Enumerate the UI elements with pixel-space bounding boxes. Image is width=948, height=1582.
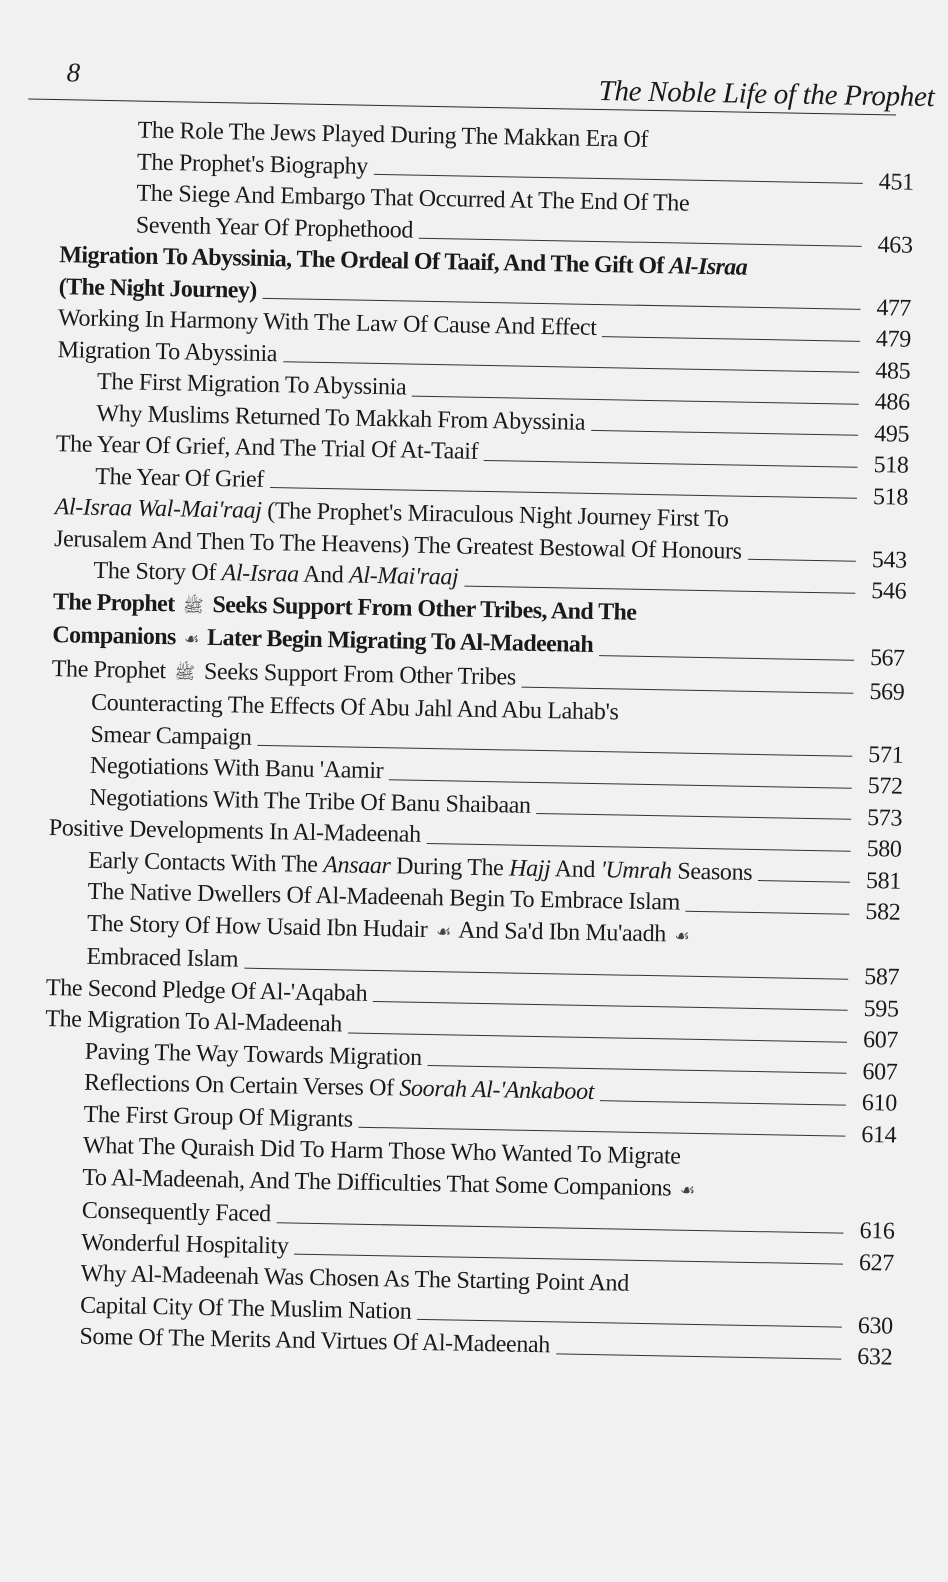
toc-entry-title-line: (The Night Journey): [58, 273, 257, 304]
prophet-honorific-icon: ﷺ: [182, 595, 204, 617]
book-title: The Noble Life of the Prophet: [598, 74, 935, 114]
dot-leader: [758, 880, 850, 883]
dot-leader: [373, 1001, 848, 1011]
dot-leader: [359, 1127, 846, 1137]
italic-term: Hajj: [508, 854, 551, 882]
dot-leader: [747, 559, 855, 562]
toc-entry-title-line: Seventh Year Of Prophethood: [135, 212, 414, 244]
toc-entry-title-line: Positive Developments In Al-Madeenah: [48, 815, 422, 848]
prophet-honorific-icon: ﷺ: [174, 662, 196, 684]
toc-entry-title-line: The Prophet ﷺ Seeks Support From Other Tribes: [51, 655, 517, 691]
toc-entry-title-line: Paving The Way Towards Migration: [84, 1038, 423, 1071]
toc-entry[interactable]: [82, 1131, 914, 1243]
toc-page-number: 581: [865, 867, 902, 895]
toc-entry-title-line: The Native Dwellers Of Al-Madeenah Begin To Embrace Islam: [87, 878, 681, 916]
toc-page-number: 479: [875, 326, 912, 353]
companion-honorific-icon: ☙: [674, 926, 690, 947]
dot-leader: [600, 1100, 846, 1106]
toc-entry-title-line: Consequently Faced: [81, 1197, 272, 1228]
toc-page-number: 543: [871, 546, 908, 574]
toc-entry-title-line: Negotiations With Banu 'Aamir: [89, 752, 384, 785]
italic-term: Al-Israa: [668, 253, 748, 281]
dot-leader: [484, 459, 858, 467]
dot-leader: [522, 687, 854, 694]
toc-page-number: 451: [878, 168, 915, 196]
dot-leader: [427, 842, 851, 851]
toc-page-number: 614: [861, 1121, 897, 1149]
toc-entry-title-line: Why Muslims Returned To Makkah From Abyssinia: [96, 400, 586, 436]
toc-page-number: 587: [864, 964, 900, 991]
toc-entry-title-line: Working In Harmony With The Law Of Cause And Effect: [57, 305, 597, 341]
toc-entry-title-line: Al-Israa Wal-Mai'raaj (The Prophet's Miraculous Night Journey First To: [54, 494, 729, 533]
dot-leader: [417, 1319, 842, 1328]
companion-honorific-icon: ☙: [435, 921, 452, 942]
dot-leader: [374, 174, 863, 184]
dot-leader: [556, 1353, 841, 1359]
toc-page-number: 610: [861, 1089, 898, 1117]
dot-leader: [602, 336, 860, 342]
dot-leader: [419, 238, 862, 247]
toc-entry-title-line: What The Quraish Did To Harm Those Who Wanted To Migrate: [82, 1132, 681, 1170]
italic-term: Al-Mai'raaj: [348, 562, 459, 591]
toc-entry-title-line: Counteracting The Effects Of Abu Jahl And Abu Lahab's: [90, 689, 619, 726]
dot-leader: [686, 910, 850, 914]
toc-entry-title-line: The First Migration To Abyssinia: [96, 368, 407, 401]
toc-entry-title-line: The Migration To Al-Madeenah: [45, 1006, 343, 1038]
toc-entry-title-line: The First Group Of Migrants: [83, 1101, 353, 1133]
toc-page-number: 582: [865, 899, 901, 926]
dot-leader: [537, 813, 852, 820]
toc-entry-title-line: The Year Of Grief, And The Trial Of At-Taaif: [55, 431, 479, 465]
toc-entry-title-line: Negotiations With The Tribe Of Banu Shaibaan: [89, 784, 531, 819]
toc-page-number: 463: [877, 231, 913, 259]
toc-page-number: 627: [858, 1249, 895, 1277]
dot-leader: [464, 585, 855, 593]
toc-page-number: 571: [868, 741, 904, 769]
dot-leader: [591, 430, 858, 436]
italic-term: Soorah Al-'Ankaboot: [399, 1075, 595, 1106]
toc-entry-title-line: Embraced Islam: [86, 943, 239, 973]
dot-leader: [294, 1254, 843, 1265]
toc-page-number: 572: [867, 773, 903, 800]
dot-leader: [412, 395, 859, 404]
dot-leader: [348, 1032, 847, 1042]
toc-page-number: 632: [857, 1343, 893, 1371]
toc-page-number: 567: [869, 645, 905, 672]
toc-page-number: 595: [863, 995, 899, 1023]
toc-entry-title-line: Smear Campaign: [90, 721, 252, 751]
toc-page-number: 630: [857, 1312, 894, 1340]
dot-leader: [389, 779, 852, 788]
toc-page-number: 485: [875, 357, 911, 385]
toc-entry-title-line: The Story Of How Usaid Ibn Hudair ☙ And Sa'd Ibn Mu'aadh ☙: [87, 908, 855, 956]
toc-entry-title-line: Why Al-Madeenah Was Chosen As The Starting Point And: [80, 1260, 630, 1297]
toc-page-number: 569: [869, 678, 905, 706]
italic-term: Al-Israa: [221, 560, 300, 588]
companion-honorific-icon: ☙: [679, 1180, 695, 1201]
toc-entry-title-line: Companions ☙ Later Begin Migrating To Al-Madeenah: [52, 622, 594, 658]
toc-page-number: 573: [866, 804, 903, 832]
table-of-contents: [45, 115, 932, 1371]
toc-page-number: 546: [871, 578, 907, 605]
toc-entry-title-line: Early Contacts With The Ansaar During The Hajj And 'Umrah Seasons: [88, 847, 753, 886]
toc-entry-title-line: Migration To Abyssinia: [57, 336, 278, 367]
toc-page-number: 495: [873, 420, 910, 448]
toc-entry-title-line: The Year Of Grief: [95, 463, 265, 493]
italic-term: 'Umrah: [600, 856, 672, 884]
toc-entry-title-line: Reflections On Certain Verses Of Soorah Al-'Ankaboot: [83, 1069, 595, 1106]
toc-page-number: 477: [876, 294, 911, 322]
page-number: 8: [66, 57, 81, 88]
toc-entry-title-line: Wonderful Hospitality: [81, 1229, 289, 1259]
toc-entry-title-line: Some Of The Merits And Virtues Of Al-Madeenah: [79, 1323, 551, 1359]
companion-honorific-icon: ☙: [183, 629, 199, 650]
toc-entry-title-line: The Story Of Al-Israa And Al-Mai'raaj: [93, 557, 459, 591]
toc-entry-title-line: The Role The Jews Played During The Makkan Era Of: [137, 117, 649, 153]
italic-term: Ansaar: [323, 851, 391, 879]
dot-leader: [599, 655, 854, 661]
toc-page-number: 580: [866, 836, 902, 863]
italic-term: Al-Israa Wal-Mai'raaj: [54, 494, 262, 524]
toc-entry-title-line: To Al-Madeenah, And The Difficulties That Some Companions ☙: [82, 1162, 850, 1210]
toc-page-number: 607: [862, 1026, 899, 1054]
toc-page-number: 486: [874, 389, 910, 416]
toc-page-number: 518: [872, 483, 909, 511]
dot-leader: [428, 1065, 847, 1074]
toc-page-number: 607: [862, 1058, 898, 1086]
toc-entry-title-line: The Prophet ﷺ Seeks Support From Other Tribes, And The: [52, 588, 637, 626]
toc-page-number: 518: [873, 452, 909, 479]
toc-entry-title-line: The Second Pledge Of Al-'Aqabah: [45, 974, 368, 1007]
toc-page-number: 616: [859, 1217, 895, 1245]
toc-entry-title-line: Jerusalem And Then To The Heavens) The Greatest Bestowal Of Honours: [53, 525, 742, 565]
toc-entry-title-line: The Siege And Embargo That Occurred At The End Of The: [136, 180, 690, 217]
running-head: [64, 53, 935, 119]
toc-entry-title-line: Migration To Abyssinia, The Ordeal Of Taaif, And The Gift Of Al-Israa: [59, 242, 748, 281]
toc-entry-title-line: The Prophet's Biography: [136, 149, 369, 180]
toc-entry-title-line: Capital City Of The Muslim Nation: [79, 1292, 412, 1325]
